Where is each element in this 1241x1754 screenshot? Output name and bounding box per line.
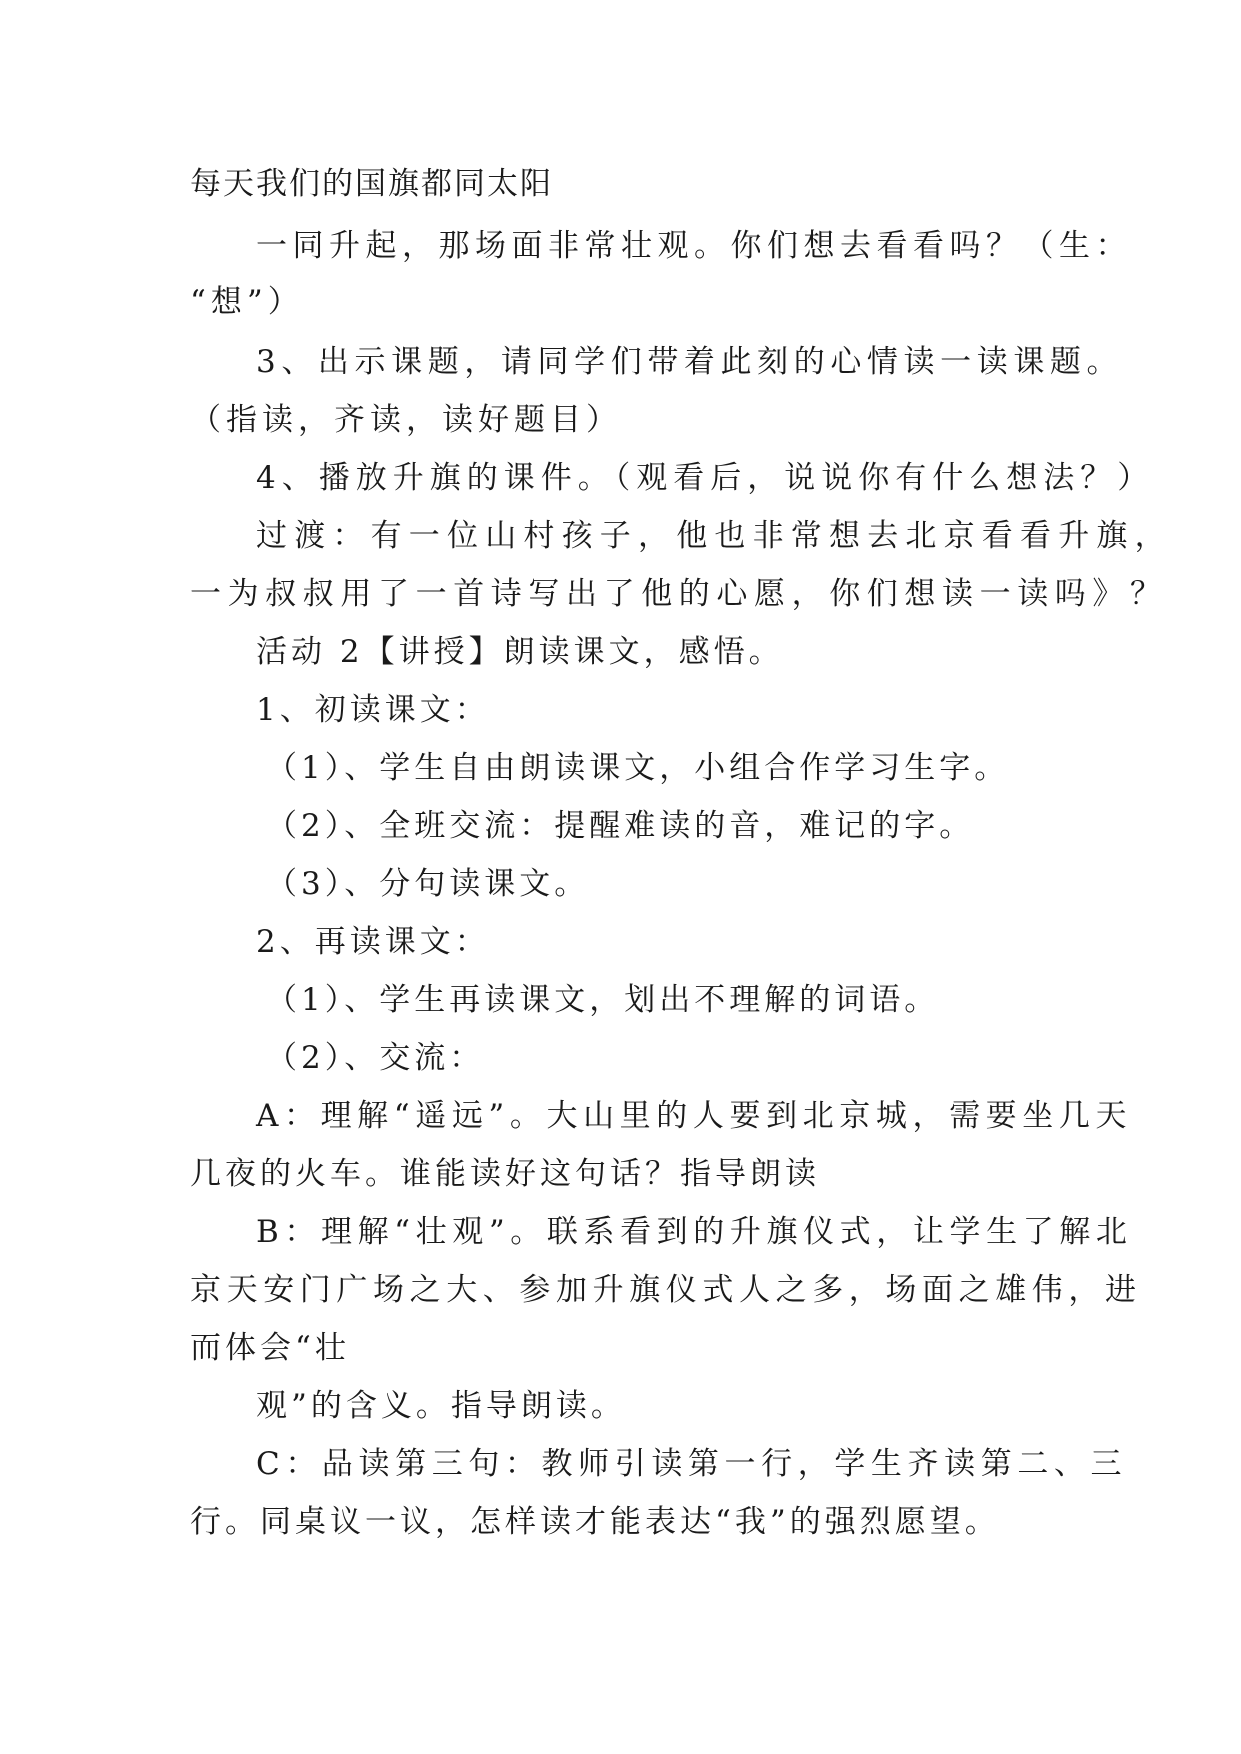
text-line: 每天我们的国旗都同太阳	[190, 166, 553, 202]
text-line: 几夜的火车。谁能读好这句话？指导朗读	[190, 1156, 820, 1192]
text-line: 4、播放升旗的课件。（观看后，说说你有什么想法？）	[256, 460, 1155, 496]
text-line: A：理解“遥远”。大山里的人要到北京城，需要坐几天	[256, 1098, 1133, 1134]
text-line: 一为叔叔用了一首诗写出了他的心愿，你们想读一读吗》？	[190, 576, 1168, 612]
text-line: （1）、学生再读课文，划出不理解的词语。	[266, 982, 940, 1018]
text-line: 2、再读课文：	[256, 924, 490, 960]
text-line: （3）、分句读课文。	[266, 866, 590, 902]
text-line: 3、出示课题，请同学们带着此刻的心情读一读课题。	[256, 344, 1124, 380]
text-line: 行。同桌议一议，怎样读才能表达“我”的强烈愿望。	[190, 1504, 1000, 1540]
text-line: 而体会“壮	[190, 1330, 350, 1366]
text-line: C：品读第三句：教师引读第一行，学生齐读第二、三	[256, 1446, 1128, 1482]
text-line: 过渡：有一位山村孩子，他也非常想去北京看看升旗，	[256, 518, 1173, 554]
text-line: 1、初读课文：	[256, 692, 490, 728]
text-line: 一同升起，那场面非常壮观。你们想去看看吗？（生：	[256, 228, 1132, 264]
text-line: 京天安门广场之大、参加升旗仪式人之多，场面之雄伟，进	[190, 1272, 1142, 1308]
section-heading: 活动 2【讲授】朗读课文，感悟。	[256, 634, 784, 670]
text-line: （指读，齐读，读好题目）	[190, 402, 622, 438]
text-line: B：理解“壮观”。联系看到的升旗仪式，让学生了解北	[256, 1214, 1133, 1250]
text-line: “想”）	[190, 284, 304, 320]
text-line: （1）、学生自由朗读课文，小组合作学习生字。	[266, 750, 1010, 786]
text-line: 观”的含义。指导朗读。	[256, 1388, 626, 1424]
text-line: （2）、交流：	[266, 1040, 485, 1076]
text-line: （2）、全班交流：提醒难读的音，难记的字。	[266, 808, 975, 844]
